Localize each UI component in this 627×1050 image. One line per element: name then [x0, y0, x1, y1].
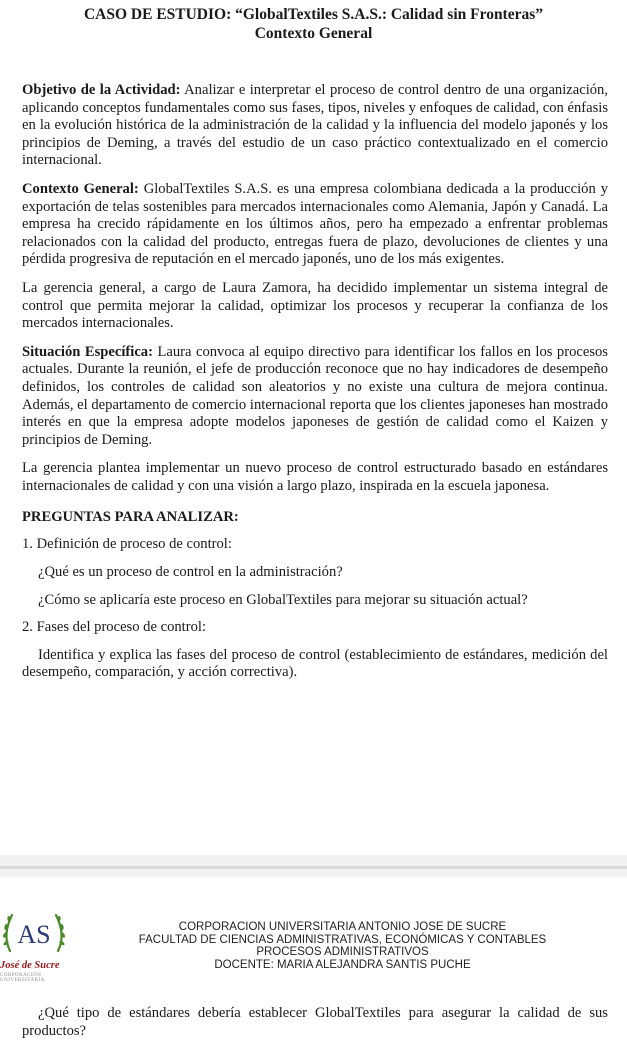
- institution-line-1: CORPORACION UNIVERSITARIA ANTONIO JOSE DE SUCRE: [178, 921, 507, 933]
- case-subtitle: Contexto General: [254, 25, 373, 42]
- situacion-text: Laura convoca al equipo directivo para identificar los fallos en los procesos actuales. Durante la reunión, el jefe de producción reconoce que no hay indicadores de desempeño definidos, los controles de calidad son aleatorios y no existe una cultura de mejora continua. Además, el departamento de comercio internacional reporta que los clientes japoneses han mostrado interés en que la empresa adopte modelos japoneses de gestión de calidad como el Kaizen y principios de Deming.: [22, 343, 608, 448]
- questions-heading: PREGUNTAS PARA ANALIZAR:: [22, 509, 239, 526]
- logo-caption: José de Sucre: [0, 960, 60, 971]
- objetivo-text: Analizar e interpretar el proceso de control dentro de una organización, aplicando conceptos fundamentales como sus fases, tipos, niveles y enfoques de calidad, con énfasis en la evolución histórica de la administración de la calidad y la influencia del modelo japonés y los principios de Deming, a través del estudio de un caso práctico contextualizado en el comercio internacional.: [22, 82, 609, 169]
- situacion-label: Situación Específica:: [22, 343, 153, 360]
- institution-line-2: FACULTAD DE CIENCIAS ADMINISTRATIVAS, ECONÓMICAS Y CONTABLES: [138, 933, 547, 946]
- institution-line-4: DOCENTE: MARIA ALEJANDRA SANTIS PUCHE: [214, 958, 471, 971]
- page-break-line: [0, 866, 627, 869]
- situacion-paragraph: [22, 344, 608, 450]
- plantea-paragraph: La gerencia plantea implementar un nuevo proceso de control estructurado basado en estándares internacionales de calidad y con una visión a largo plazo, inspirada en la escuela japonesa.: [22, 460, 608, 494]
- logo-letters: AS: [17, 920, 51, 949]
- institution-line-3: PROCESOS ADMINISTRATIVOS: [256, 946, 429, 958]
- logo-subcaption: CORPORACIÓN UNIVERSITARIA: [0, 973, 45, 983]
- university-logo: [0, 905, 70, 983]
- laurel-logo-icon: [0, 905, 70, 961]
- contexto-text: GlobalTextiles S.A.S. es una empresa colombiana dedicada a la producción y exportación de telas sostenibles para mercados internacionales como Alemania, Japón y Canadá. La empresa ha crecido rápidamente en los últimos años, pero ha empezado a enfrentar problemas relacionados con la calidad del producto, entregas fuera de plazo, devoluciones de clientes y una pérdida progresiva de reputación en el mercado japonés, uno de los más exigentes.: [22, 180, 608, 268]
- document-body: [22, 82, 608, 692]
- case-title: CASO DE ESTUDIO: “GlobalTextiles S.A.S.: Calidad sin Fronteras”: [83, 6, 544, 23]
- question-3-block: [22, 1005, 608, 1050]
- objetivo-paragraph: [22, 82, 608, 170]
- institution-header: [0, 905, 627, 983]
- question-1a: ¿Qué es un proceso de control en la administración?: [38, 564, 343, 581]
- contexto-label: Contexto General:: [22, 180, 139, 197]
- question-3a: ¿Qué tipo de estándares debería establecer GlobalTextiles para asegurar la calidad de sus productos?: [22, 1005, 608, 1039]
- objetivo-label: Objetivo de la Actividad:: [22, 82, 181, 98]
- question-2a: Identifica y explica las fases del proceso de control (establecimiento de estándares, medición del desempeño, comparación, y acción correctiva).: [22, 646, 608, 681]
- question-1-title: 1. Definición de proceso de control:: [22, 536, 232, 553]
- contexto-paragraph: [22, 181, 608, 269]
- question-1b: ¿Cómo se aplicaría este proceso en GlobalTextiles para mejorar su situación actual?: [38, 591, 528, 608]
- question-2-title: 2. Fases del proceso de control:: [22, 619, 206, 636]
- institution-text: [70, 921, 615, 971]
- gerencia-paragraph: La gerencia general, a cargo de Laura Zamora, ha decidido implementar un sistema integral de control que permita mejorar la calidad, optimizar los procesos y recuperar la confianza de los mercados internacionales.: [22, 279, 608, 332]
